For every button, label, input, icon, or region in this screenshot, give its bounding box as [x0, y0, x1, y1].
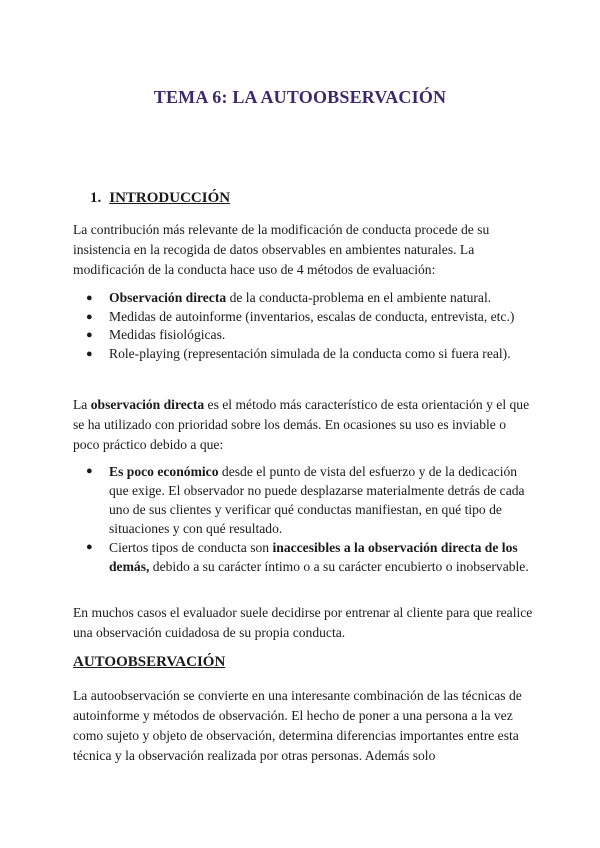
list-item-text: Medidas de autoinforme (inventarios, escalas de conducta, entrevista, etc.) [109, 308, 515, 324]
evaluation-methods-list [73, 289, 533, 363]
bullet-icon: ● [86, 329, 93, 341]
bullet-icon: ● [86, 465, 93, 477]
list-item [73, 308, 533, 327]
bullet-icon: ● [86, 310, 93, 323]
section-heading-introduccion [90, 190, 230, 207]
list-item [73, 538, 533, 576]
section-number: 1. [90, 190, 102, 206]
list-item-text: debido a su carácter íntimo o a su carácter encubierto o inobservable. [149, 559, 529, 574]
list-item-text: desde el punto de vista del esfuerzo y de la dedicación que exige. El observador no puede desplazarse materialmente detrás de cada uno de sus clientes y verificar qué conductas manifiestan, en qué tipo de situaciones y con qué resultado. [109, 464, 525, 536]
bullet-icon: ● [86, 347, 93, 360]
list-item-text: de la conducta-problema en el ambiente natural. [226, 290, 492, 305]
list-item-text: Ciertos tipos de conducta son [109, 540, 273, 555]
document-title: TEMA 6: LA AUTOOBSERVACIÓN [153, 87, 447, 107]
list-item [73, 326, 533, 345]
paragraph-text: es el método más característico de esta orientación y el que se ha utilizado con prioridad sobre los demás. En ocasiones su uso es inviable o poco práctico debido a que: [73, 397, 530, 452]
section-heading-autoobservacion: AUTOOBSERVACIÓN [73, 654, 226, 670]
list-item-bold: Es poco económico [109, 464, 219, 479]
limitations-list [73, 462, 533, 576]
list-item [73, 289, 533, 308]
direct-observation-paragraph [73, 395, 533, 455]
paragraph-bold: observación directa [90, 397, 205, 412]
intro-paragraph: La contribución más relevante de la modificación de conducta procede de su insistencia en la recogida de datos observables en ambientes naturales. La modificación de la conducta hace uso de 4 métodos de evaluación: [73, 222, 490, 277]
bullet-icon: ● [86, 292, 93, 304]
list-item [73, 345, 533, 364]
bullet-icon: ● [86, 541, 93, 553]
section-heading-text: INTRODUCCIÓN [109, 190, 231, 206]
list-item [73, 462, 533, 538]
list-item-text: Role-playing (representación simulada de la conducta como si fuera real). [109, 345, 511, 361]
list-item-bold: Observación directa [109, 290, 227, 305]
paragraph-text: La [73, 397, 91, 412]
autoobservacion-paragraph: La autoobservación se convierte en una interesante combinación de las técnicas de autoinforme y métodos de observación. El hecho de poner a una persona a la vez como sujeto y objeto de observación, determina diferencias importantes entre esta técnica y la observación realizada por otras personas. Además solo [73, 688, 522, 763]
list-item-bold: inaccesibles a la observación directa de los demás, [109, 540, 518, 574]
list-item-text: Medidas fisiológicas. [109, 327, 226, 342]
self-observation-intro-paragraph: En muchos casos el evaluador suele decidirse por entrenar al cliente para que realice una observación cuidadosa de su propia conducta. [73, 605, 533, 640]
